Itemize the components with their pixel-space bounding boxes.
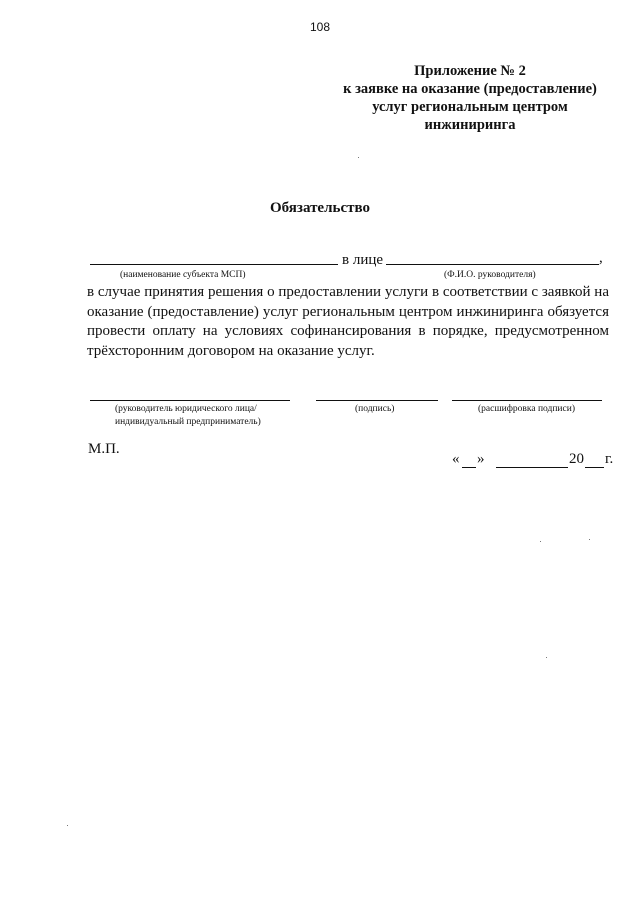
head-caption-line-1: (руководитель юридического лица/ <box>115 404 257 414</box>
signature-caption: (подпись) <box>355 404 395 414</box>
head-caption: (Ф.И.О. руководителя) <box>444 270 536 280</box>
appendix-header <box>305 62 635 134</box>
scan-speck <box>358 157 359 158</box>
signature-decoding-field[interactable] <box>452 400 602 401</box>
decoding-caption: (расшифровка подписи) <box>478 404 575 414</box>
scan-speck <box>67 825 68 826</box>
stamp-label: М.П. <box>88 441 120 457</box>
date-month-field[interactable] <box>496 467 568 468</box>
head-name-field[interactable] <box>386 264 599 265</box>
signature-field[interactable] <box>316 400 438 401</box>
date-open-quote: « <box>452 451 460 467</box>
entity-name-field[interactable] <box>90 264 338 265</box>
comma: , <box>599 250 603 266</box>
obligation-text: в случае принятия решения о предоставлении услуги в соответствии с заявкой на оказание (предоставление) услуг региональным центром инжиниринга обязуется провести оплату на условиях софинансирования в порядке, предусмотренном трёхсторонним договором на оказание услуг. <box>87 284 609 359</box>
appendix-line-2: к заявке на оказание (предоставление) <box>343 81 597 97</box>
scan-speck <box>540 541 541 542</box>
document-title: Обязательство <box>270 200 370 216</box>
scan-speck <box>546 657 547 658</box>
head-caption-line-2: индивидуальный предприниматель) <box>115 417 261 427</box>
scan-speck <box>589 539 590 540</box>
head-signature-field[interactable] <box>90 400 290 401</box>
appendix-line-4: инжиниринга <box>424 117 516 133</box>
date-year-prefix: 20 <box>569 451 584 467</box>
appendix-line-3: услуг региональным центром <box>372 99 568 115</box>
entity-caption: (наименование субъекта МСП) <box>120 270 246 280</box>
date-close-quote: » <box>477 451 485 467</box>
date-day-field[interactable] <box>462 467 476 468</box>
appendix-line-1: Приложение № 2 <box>414 63 526 79</box>
page-number: 108 <box>309 20 331 34</box>
in-person-label: в лице <box>342 252 384 268</box>
date-year-suffix: г. <box>605 451 614 467</box>
date-year-field[interactable] <box>585 467 604 468</box>
